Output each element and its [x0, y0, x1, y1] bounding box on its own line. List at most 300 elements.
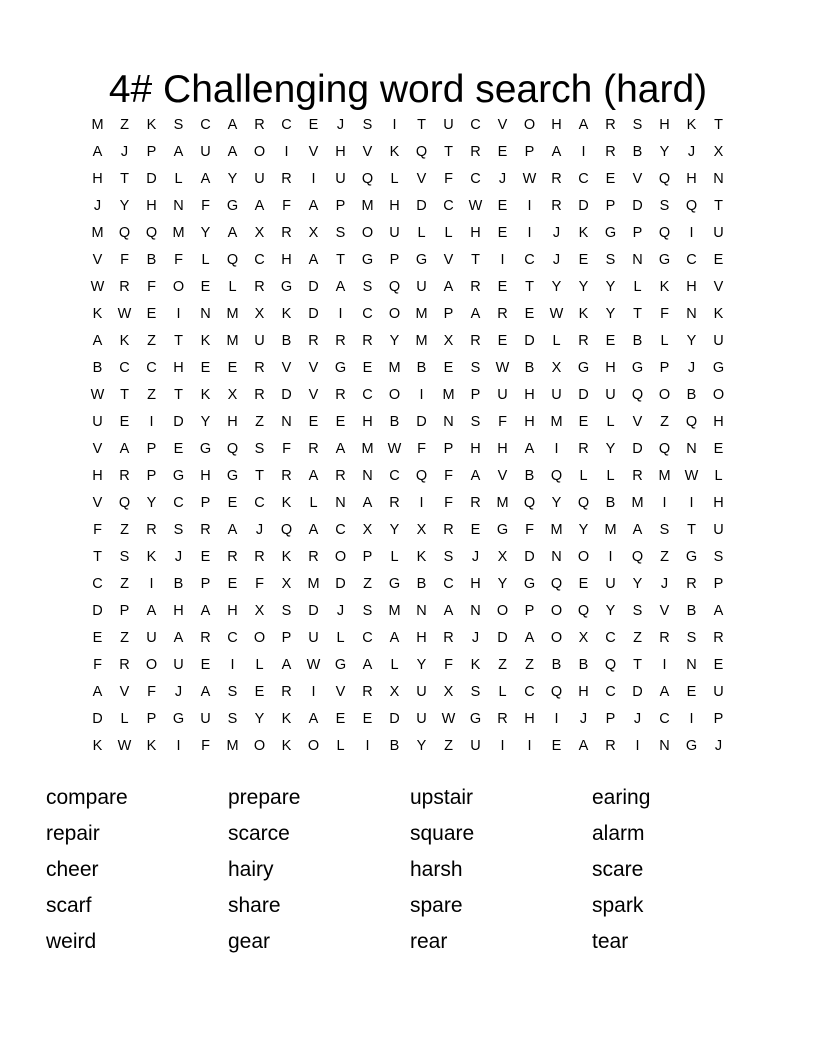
- letter-cell[interactable]: X: [443, 333, 454, 349]
- letter-cell[interactable]: M: [550, 522, 563, 538]
- letter-cell[interactable]: H: [389, 198, 400, 214]
- letter-cell[interactable]: S: [470, 414, 481, 430]
- letter-cell[interactable]: Q: [631, 387, 644, 403]
- letter-cell[interactable]: N: [173, 198, 184, 214]
- letter-cell[interactable]: Q: [550, 576, 563, 592]
- letter-cell[interactable]: D: [308, 279, 319, 295]
- letter-cell[interactable]: R: [146, 522, 157, 538]
- letter-cell[interactable]: I: [419, 387, 424, 403]
- letter-cell[interactable]: S: [605, 252, 616, 268]
- letter-cell[interactable]: B: [578, 657, 589, 673]
- letter-cell[interactable]: L: [714, 468, 723, 484]
- letter-cell[interactable]: N: [416, 603, 427, 619]
- letter-cell[interactable]: W: [117, 306, 132, 322]
- letter-cell[interactable]: Q: [415, 468, 428, 484]
- letter-cell[interactable]: T: [525, 279, 534, 295]
- letter-cell[interactable]: V: [497, 117, 508, 133]
- letter-cell[interactable]: M: [442, 387, 455, 403]
- letter-cell[interactable]: C: [227, 630, 238, 646]
- letter-cell[interactable]: S: [281, 603, 292, 619]
- letter-cell[interactable]: A: [146, 603, 157, 619]
- letter-cell[interactable]: R: [200, 630, 211, 646]
- letter-cell[interactable]: U: [416, 711, 427, 727]
- letter-cell[interactable]: T: [633, 657, 642, 673]
- letter-cell[interactable]: Z: [660, 414, 669, 430]
- letter-cell[interactable]: Y: [578, 279, 589, 295]
- letter-cell[interactable]: O: [496, 603, 509, 619]
- letter-cell[interactable]: H: [497, 441, 508, 457]
- word-list-item[interactable]: weird: [46, 930, 97, 953]
- letter-cell[interactable]: D: [146, 171, 157, 187]
- letter-cell[interactable]: F: [201, 198, 210, 214]
- letter-cell[interactable]: Q: [226, 441, 239, 457]
- letter-cell[interactable]: E: [200, 549, 211, 565]
- letter-cell[interactable]: A: [92, 684, 103, 700]
- letter-cell[interactable]: K: [281, 549, 292, 565]
- letter-cell[interactable]: C: [254, 495, 265, 511]
- letter-cell[interactable]: G: [199, 441, 212, 457]
- letter-cell[interactable]: P: [281, 630, 292, 646]
- word-list-item[interactable]: square: [410, 822, 475, 845]
- letter-cell[interactable]: A: [173, 144, 184, 160]
- letter-cell[interactable]: Y: [389, 333, 400, 349]
- letter-cell[interactable]: J: [471, 549, 480, 565]
- letter-cell[interactable]: J: [660, 576, 669, 592]
- letter-cell[interactable]: R: [119, 657, 130, 673]
- letter-cell[interactable]: M: [388, 360, 401, 376]
- letter-cell[interactable]: S: [227, 711, 238, 727]
- letter-cell[interactable]: X: [362, 522, 373, 538]
- letter-cell[interactable]: R: [362, 684, 373, 700]
- letter-cell[interactable]: K: [92, 738, 103, 754]
- letter-cell[interactable]: I: [230, 657, 235, 673]
- letter-cell[interactable]: Z: [444, 738, 453, 754]
- letter-cell[interactable]: C: [362, 306, 373, 322]
- letter-cell[interactable]: C: [200, 117, 211, 133]
- letter-cell[interactable]: C: [470, 117, 481, 133]
- letter-cell[interactable]: D: [335, 576, 346, 592]
- letter-cell[interactable]: E: [227, 360, 238, 376]
- letter-cell[interactable]: I: [554, 711, 559, 727]
- letter-cell[interactable]: S: [686, 630, 697, 646]
- letter-cell[interactable]: S: [254, 441, 265, 457]
- letter-cell[interactable]: U: [254, 171, 265, 187]
- letter-cell[interactable]: W: [549, 306, 564, 322]
- letter-cell[interactable]: U: [470, 738, 481, 754]
- letter-cell[interactable]: G: [631, 360, 644, 376]
- letter-cell[interactable]: A: [443, 279, 454, 295]
- letter-cell[interactable]: A: [362, 657, 373, 673]
- letter-cell[interactable]: E: [335, 414, 346, 430]
- letter-cell[interactable]: X: [254, 603, 265, 619]
- letter-cell[interactable]: D: [524, 549, 535, 565]
- letter-cell[interactable]: C: [362, 387, 373, 403]
- letter-cell[interactable]: I: [338, 306, 343, 322]
- letter-cell[interactable]: P: [659, 360, 670, 376]
- letter-cell[interactable]: C: [605, 630, 616, 646]
- letter-cell[interactable]: S: [470, 684, 481, 700]
- letter-cell[interactable]: Q: [550, 468, 563, 484]
- letter-cell[interactable]: M: [172, 225, 185, 241]
- letter-cell[interactable]: B: [551, 657, 562, 673]
- letter-cell[interactable]: Y: [200, 414, 211, 430]
- letter-cell[interactable]: S: [470, 360, 481, 376]
- letter-cell[interactable]: E: [497, 144, 508, 160]
- letter-cell[interactable]: G: [685, 738, 698, 754]
- letter-cell[interactable]: B: [389, 738, 400, 754]
- letter-cell[interactable]: E: [308, 117, 319, 133]
- letter-cell[interactable]: U: [416, 684, 427, 700]
- letter-cell[interactable]: T: [633, 306, 642, 322]
- letter-cell[interactable]: V: [659, 603, 670, 619]
- letter-cell[interactable]: A: [713, 603, 724, 619]
- letter-cell[interactable]: Z: [147, 333, 156, 349]
- letter-cell[interactable]: H: [227, 414, 238, 430]
- letter-cell[interactable]: A: [200, 603, 211, 619]
- letter-cell[interactable]: H: [470, 576, 481, 592]
- letter-cell[interactable]: G: [415, 252, 428, 268]
- letter-cell[interactable]: W: [306, 657, 321, 673]
- letter-cell[interactable]: D: [524, 333, 535, 349]
- letter-cell[interactable]: L: [336, 630, 345, 646]
- letter-cell[interactable]: H: [524, 414, 535, 430]
- letter-cell[interactable]: I: [689, 225, 694, 241]
- letter-cell[interactable]: Y: [200, 225, 211, 241]
- letter-cell[interactable]: G: [334, 657, 347, 673]
- letter-cell[interactable]: U: [173, 657, 184, 673]
- letter-cell[interactable]: E: [173, 441, 184, 457]
- letter-cell[interactable]: A: [200, 171, 211, 187]
- letter-cell[interactable]: W: [522, 171, 537, 187]
- letter-cell[interactable]: J: [255, 522, 264, 538]
- letter-cell[interactable]: Y: [119, 198, 130, 214]
- letter-cell[interactable]: A: [308, 711, 319, 727]
- letter-cell[interactable]: N: [362, 468, 373, 484]
- letter-cell[interactable]: K: [713, 306, 724, 322]
- letter-cell[interactable]: Z: [498, 657, 507, 673]
- letter-cell[interactable]: N: [686, 657, 697, 673]
- letter-cell[interactable]: A: [335, 441, 346, 457]
- letter-cell[interactable]: A: [227, 225, 238, 241]
- letter-cell[interactable]: C: [686, 252, 697, 268]
- letter-cell[interactable]: F: [255, 576, 264, 592]
- letter-cell[interactable]: V: [362, 144, 373, 160]
- letter-cell[interactable]: D: [578, 198, 589, 214]
- letter-cell[interactable]: S: [659, 522, 670, 538]
- letter-cell[interactable]: Q: [361, 171, 374, 187]
- letter-cell[interactable]: F: [120, 252, 129, 268]
- letter-cell[interactable]: F: [147, 684, 156, 700]
- letter-cell[interactable]: Z: [120, 117, 129, 133]
- letter-cell[interactable]: I: [662, 495, 667, 511]
- word-list-item[interactable]: share: [228, 894, 281, 917]
- letter-cell[interactable]: K: [281, 306, 292, 322]
- letter-cell[interactable]: R: [443, 630, 454, 646]
- letter-cell[interactable]: F: [147, 279, 156, 295]
- letter-cell[interactable]: M: [658, 468, 671, 484]
- letter-cell[interactable]: L: [660, 333, 669, 349]
- letter-cell[interactable]: A: [659, 684, 670, 700]
- word-list-item[interactable]: scarf: [46, 894, 92, 917]
- letter-cell[interactable]: Y: [551, 279, 562, 295]
- letter-cell[interactable]: H: [686, 171, 697, 187]
- letter-cell[interactable]: I: [284, 144, 289, 160]
- letter-cell[interactable]: G: [469, 711, 482, 727]
- letter-cell[interactable]: Z: [660, 549, 669, 565]
- letter-cell[interactable]: I: [500, 738, 505, 754]
- letter-cell[interactable]: M: [91, 225, 104, 241]
- letter-cell[interactable]: T: [444, 144, 453, 160]
- letter-cell[interactable]: J: [552, 252, 561, 268]
- letter-cell[interactable]: Y: [389, 522, 400, 538]
- letter-cell[interactable]: Q: [658, 441, 671, 457]
- letter-cell[interactable]: O: [334, 549, 347, 565]
- letter-cell[interactable]: M: [307, 576, 320, 592]
- letter-cell[interactable]: S: [173, 117, 184, 133]
- word-list-item[interactable]: earing: [592, 786, 651, 809]
- letter-cell[interactable]: J: [120, 144, 129, 160]
- letter-cell[interactable]: G: [334, 360, 347, 376]
- letter-cell[interactable]: Z: [525, 657, 534, 673]
- letter-cell[interactable]: B: [605, 495, 616, 511]
- letter-cell[interactable]: S: [173, 522, 184, 538]
- letter-cell[interactable]: U: [389, 225, 400, 241]
- letter-cell[interactable]: H: [146, 198, 157, 214]
- letter-cell[interactable]: Q: [280, 522, 293, 538]
- letter-cell[interactable]: N: [686, 306, 697, 322]
- letter-cell[interactable]: C: [443, 198, 454, 214]
- letter-cell[interactable]: Q: [145, 225, 158, 241]
- letter-cell[interactable]: Y: [254, 711, 265, 727]
- letter-cell[interactable]: M: [631, 495, 644, 511]
- letter-cell[interactable]: H: [173, 603, 184, 619]
- letter-cell[interactable]: R: [443, 522, 454, 538]
- letter-cell[interactable]: T: [471, 252, 480, 268]
- letter-cell[interactable]: I: [662, 657, 667, 673]
- letter-cell[interactable]: A: [524, 441, 535, 457]
- letter-cell[interactable]: P: [713, 576, 724, 592]
- letter-cell[interactable]: O: [307, 738, 320, 754]
- letter-cell[interactable]: C: [362, 630, 373, 646]
- letter-cell[interactable]: J: [93, 198, 102, 214]
- letter-cell[interactable]: E: [470, 522, 481, 538]
- letter-cell[interactable]: Y: [146, 495, 157, 511]
- letter-cell[interactable]: D: [92, 603, 103, 619]
- letter-cell[interactable]: I: [419, 495, 424, 511]
- letter-cell[interactable]: I: [554, 441, 559, 457]
- letter-cell[interactable]: R: [254, 549, 265, 565]
- letter-cell[interactable]: M: [91, 117, 104, 133]
- letter-cell[interactable]: J: [687, 144, 696, 160]
- letter-cell[interactable]: T: [714, 117, 723, 133]
- letter-cell[interactable]: Y: [686, 333, 697, 349]
- letter-cell[interactable]: T: [120, 171, 129, 187]
- letter-cell[interactable]: I: [149, 414, 154, 430]
- letter-cell[interactable]: Z: [633, 630, 642, 646]
- letter-cell[interactable]: C: [92, 576, 103, 592]
- letter-cell[interactable]: F: [93, 522, 102, 538]
- letter-cell[interactable]: O: [523, 117, 536, 133]
- letter-cell[interactable]: L: [390, 171, 399, 187]
- letter-cell[interactable]: R: [308, 333, 319, 349]
- letter-cell[interactable]: C: [254, 252, 265, 268]
- letter-cell[interactable]: R: [254, 387, 265, 403]
- letter-cell[interactable]: V: [416, 171, 427, 187]
- letter-cell[interactable]: A: [308, 198, 319, 214]
- letter-cell[interactable]: A: [308, 252, 319, 268]
- letter-cell[interactable]: O: [658, 387, 671, 403]
- letter-cell[interactable]: C: [389, 468, 400, 484]
- letter-cell[interactable]: H: [227, 603, 238, 619]
- letter-cell[interactable]: L: [255, 657, 264, 673]
- letter-cell[interactable]: I: [608, 549, 613, 565]
- letter-cell[interactable]: T: [174, 387, 183, 403]
- letter-cell[interactable]: A: [173, 630, 184, 646]
- letter-cell[interactable]: R: [281, 225, 292, 241]
- letter-cell[interactable]: R: [551, 171, 562, 187]
- letter-cell[interactable]: F: [444, 468, 453, 484]
- letter-cell[interactable]: D: [632, 684, 643, 700]
- letter-cell[interactable]: Y: [659, 144, 670, 160]
- letter-cell[interactable]: S: [119, 549, 130, 565]
- letter-cell[interactable]: N: [281, 414, 292, 430]
- letter-cell[interactable]: Y: [632, 576, 643, 592]
- letter-cell[interactable]: Q: [658, 171, 671, 187]
- letter-cell[interactable]: I: [527, 225, 532, 241]
- letter-cell[interactable]: L: [336, 738, 345, 754]
- letter-cell[interactable]: L: [120, 711, 129, 727]
- letter-cell[interactable]: B: [281, 333, 292, 349]
- letter-cell[interactable]: A: [227, 144, 238, 160]
- letter-cell[interactable]: K: [146, 117, 157, 133]
- letter-cell[interactable]: X: [308, 225, 319, 241]
- letter-cell[interactable]: N: [713, 171, 724, 187]
- letter-cell[interactable]: U: [146, 630, 157, 646]
- letter-cell[interactable]: O: [253, 738, 266, 754]
- letter-cell[interactable]: R: [578, 441, 589, 457]
- letter-cell[interactable]: L: [498, 684, 507, 700]
- letter-cell[interactable]: M: [361, 198, 374, 214]
- letter-cell[interactable]: L: [579, 468, 588, 484]
- letter-cell[interactable]: A: [443, 603, 454, 619]
- letter-cell[interactable]: J: [336, 603, 345, 619]
- letter-cell[interactable]: V: [308, 387, 319, 403]
- letter-cell[interactable]: D: [416, 414, 427, 430]
- letter-cell[interactable]: R: [119, 468, 130, 484]
- letter-cell[interactable]: K: [146, 738, 157, 754]
- letter-cell[interactable]: T: [120, 387, 129, 403]
- letter-cell[interactable]: Y: [416, 657, 427, 673]
- letter-cell[interactable]: A: [632, 522, 643, 538]
- word-list-item[interactable]: rear: [410, 930, 448, 953]
- letter-cell[interactable]: K: [200, 333, 211, 349]
- letter-cell[interactable]: P: [200, 495, 211, 511]
- letter-cell[interactable]: G: [685, 549, 698, 565]
- letter-cell[interactable]: Q: [523, 495, 536, 511]
- letter-cell[interactable]: J: [633, 711, 642, 727]
- letter-cell[interactable]: B: [389, 414, 400, 430]
- word-list-item[interactable]: alarm: [592, 822, 645, 845]
- letter-cell[interactable]: I: [689, 495, 694, 511]
- letter-cell[interactable]: G: [280, 279, 293, 295]
- letter-cell[interactable]: H: [416, 630, 427, 646]
- letter-cell[interactable]: L: [417, 225, 426, 241]
- letter-cell[interactable]: F: [282, 441, 291, 457]
- letter-cell[interactable]: V: [632, 171, 643, 187]
- letter-cell[interactable]: E: [227, 495, 238, 511]
- letter-cell[interactable]: V: [308, 360, 319, 376]
- letter-cell[interactable]: E: [605, 333, 616, 349]
- letter-cell[interactable]: P: [146, 144, 157, 160]
- letter-cell[interactable]: W: [90, 279, 105, 295]
- letter-cell[interactable]: W: [468, 198, 483, 214]
- letter-cell[interactable]: P: [470, 387, 481, 403]
- letter-cell[interactable]: Y: [551, 495, 562, 511]
- letter-cell[interactable]: L: [552, 333, 561, 349]
- letter-cell[interactable]: D: [632, 441, 643, 457]
- letter-cell[interactable]: M: [415, 333, 428, 349]
- letter-cell[interactable]: O: [361, 225, 374, 241]
- letter-cell[interactable]: R: [308, 441, 319, 457]
- letter-cell[interactable]: C: [119, 360, 130, 376]
- letter-cell[interactable]: G: [604, 225, 617, 241]
- letter-cell[interactable]: N: [200, 306, 211, 322]
- letter-cell[interactable]: Q: [388, 279, 401, 295]
- letter-cell[interactable]: P: [362, 549, 373, 565]
- letter-cell[interactable]: P: [146, 711, 157, 727]
- letter-cell[interactable]: R: [497, 306, 508, 322]
- letter-cell[interactable]: B: [173, 576, 184, 592]
- letter-cell[interactable]: F: [498, 414, 507, 430]
- letter-cell[interactable]: P: [389, 252, 400, 268]
- letter-cell[interactable]: T: [336, 252, 345, 268]
- letter-cell[interactable]: E: [227, 576, 238, 592]
- letter-cell[interactable]: J: [687, 360, 696, 376]
- letter-cell[interactable]: U: [713, 684, 724, 700]
- letter-cell[interactable]: C: [281, 117, 292, 133]
- letter-cell[interactable]: V: [335, 684, 346, 700]
- letter-cell[interactable]: Q: [685, 198, 698, 214]
- letter-cell[interactable]: H: [713, 414, 724, 430]
- letter-cell[interactable]: K: [470, 657, 481, 673]
- letter-cell[interactable]: E: [443, 360, 454, 376]
- letter-cell[interactable]: P: [443, 306, 454, 322]
- letter-cell[interactable]: X: [497, 549, 508, 565]
- letter-cell[interactable]: J: [174, 684, 183, 700]
- letter-cell[interactable]: K: [659, 279, 670, 295]
- letter-cell[interactable]: Q: [118, 495, 131, 511]
- letter-cell[interactable]: G: [496, 522, 509, 538]
- letter-cell[interactable]: I: [392, 117, 397, 133]
- letter-cell[interactable]: A: [227, 117, 238, 133]
- letter-cell[interactable]: Q: [550, 684, 563, 700]
- letter-cell[interactable]: P: [605, 711, 616, 727]
- letter-cell[interactable]: U: [335, 171, 346, 187]
- letter-cell[interactable]: D: [497, 630, 508, 646]
- letter-cell[interactable]: U: [605, 387, 616, 403]
- letter-cell[interactable]: S: [335, 225, 346, 241]
- letter-cell[interactable]: B: [632, 144, 643, 160]
- letter-cell[interactable]: E: [92, 630, 103, 646]
- letter-cell[interactable]: Q: [685, 414, 698, 430]
- letter-cell[interactable]: F: [282, 198, 291, 214]
- word-list-item[interactable]: tear: [592, 930, 629, 953]
- letter-cell[interactable]: L: [633, 279, 642, 295]
- letter-cell[interactable]: A: [362, 495, 373, 511]
- letter-cell[interactable]: L: [309, 495, 318, 511]
- letter-cell[interactable]: C: [524, 684, 535, 700]
- letter-cell[interactable]: Q: [577, 603, 590, 619]
